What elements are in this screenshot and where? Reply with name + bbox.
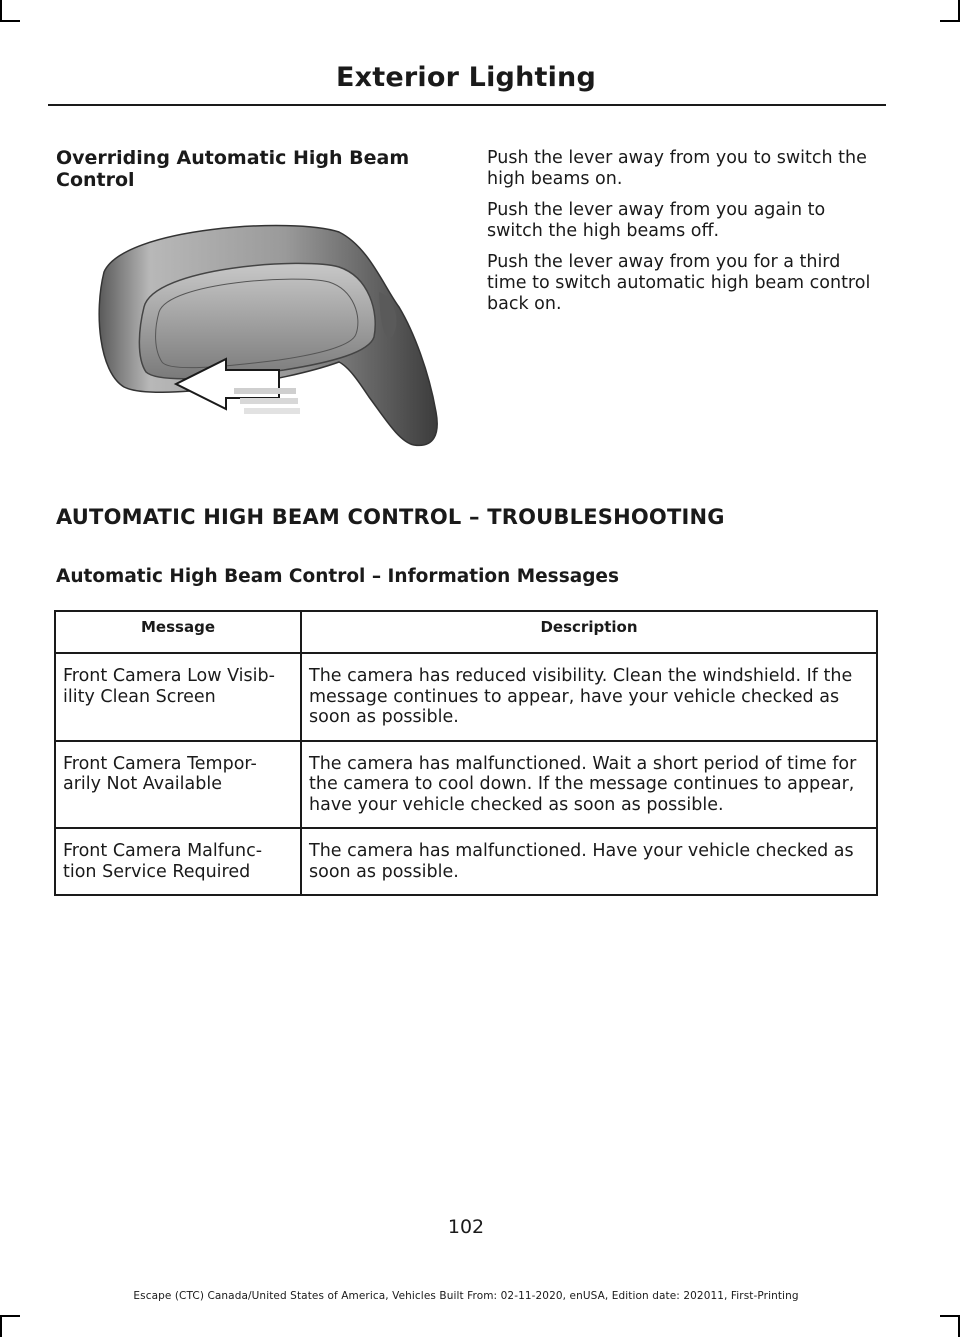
page-number: 102	[447, 1216, 485, 1238]
column-header-description: Description	[301, 611, 877, 653]
instruction-paragraph: Push the lever away from you again to switch the high beams off.	[487, 200, 826, 241]
crop-mark	[0, 0, 2, 20]
crop-mark	[0, 20, 20, 22]
lever-push-away-illustration	[84, 212, 454, 452]
description-cell: The camera has reduced visibility. Clean the windshield. If the message continues to appear, have your vehicle checked as soon as possible.	[301, 653, 877, 741]
crop-mark	[940, 20, 960, 22]
information-messages-table	[54, 610, 878, 896]
description-cell: The camera has malfunctioned. Have your vehicle checked as soon as possible.	[301, 828, 877, 895]
page-header-title: Exterior Lighting	[335, 62, 597, 93]
table-header-row	[55, 611, 877, 653]
troubleshooting-heading: AUTOMATIC HIGH BEAM CONTROL – TROUBLESHOOTING	[56, 505, 725, 529]
message-cell: Front Camera Malfunc-tion Service Required	[55, 828, 301, 895]
column-header-message: Message	[55, 611, 301, 653]
message-cell: Front Camera Low Visib-ility Clean Screen	[55, 653, 301, 741]
table-row	[55, 653, 877, 741]
description-cell: The camera has malfunctioned. Wait a short period of time for the camera to cool down. If the message continues to appear, have your vehicle checked as soon as possible.	[301, 741, 877, 829]
section-heading: Overriding Automatic High Beam Control	[56, 147, 410, 191]
instruction-paragraphs	[487, 148, 877, 325]
header-divider	[48, 104, 886, 106]
instruction-paragraph: Push the lever away from you for a third time to switch automatic high beam control back on.	[487, 252, 871, 314]
information-messages-heading: Automatic High Beam Control – Information Messages	[56, 566, 619, 587]
table-row	[55, 828, 877, 895]
page-footer: Escape (CTC) Canada/United States of America, Vehicles Built From: 02-11-2020, enUSA, Edition date: 202011, First-Printing	[133, 1290, 799, 1302]
table-row	[55, 741, 877, 829]
crop-mark	[940, 1315, 960, 1317]
message-cell: Front Camera Tempor-arily Not Available	[55, 741, 301, 829]
instruction-paragraph: Push the lever away from you to switch the high beams on.	[487, 148, 867, 189]
crop-mark	[0, 1315, 20, 1317]
crop-mark	[0, 1317, 2, 1337]
